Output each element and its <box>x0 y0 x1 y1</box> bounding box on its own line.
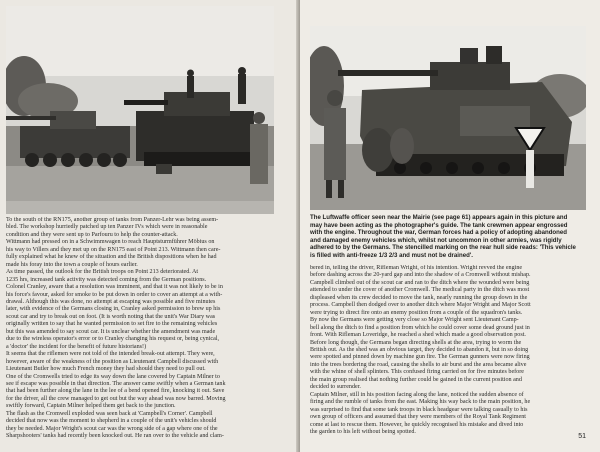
photo-caption: The Luftwaffe officer seen near the Mairie (see page 61) appears again in this picture and may have been acting as the photographer's guide. The tank crewmen appear engrossed with the engine. Throughout the war, German forces had a policy of adopting abandoned and damaged enemy vehicles which, whilst not uncommon in other armies, was rigidly adhered to by the Germans. The stencilled marking on the rear hull side reads: 'This vehicle is filled with anti-freeze 1/3 2/3 and must not be drained'. <box>310 214 576 259</box>
right-photo-tank <box>310 26 586 210</box>
right-body-text: bered in, telling the driver, Rifleman Wright, of his intention. Wright revved the engine before dashing across the 20-yard gap and into the shadow of a Cromwell without mishap. Campbell climbed out of the scout car and ran to the ditch where the wounded were being attended to under the cover of another Cromwell. The medical party in the ditch was most displeased when its crew decided to move the tank, nearly running the group down in the process. Campbell then dodged over to another ditch where Major Wright and Major Scott were trying to direct fire onto an enemy position from a couple of the squadron's tanks. By now the Germans were getting very close so Major Wright sent Lieutenant Camp- bell along the ditch to find a position from which he could cover some dead ground just in front. With Rifleman Loveridge, he reached a shed which made a good observation post. Before long though, the Germans began directing shells at the area, trying to worm the British out. As the shed was an obvious target, they decided to abandon it, but in so doing were spotted and pinned down by machine gun fire. The German gunners were now firing into the trees bordering the road, causing the shells to air burst and the area became alive with the whine of shell splinters. This confused firing carried on for five minutes before the main group realised that nothing further could be gained in the current position and decided to surrender. Captain Milner, still in his position facing along the lane, noticed the sudden absence of firing and the rumble of tanks from the east. Making his way back to the main position, he was surprised to find that some tank troops in black headgear were talking casually to his own group of officers and assumed that they were members of the Royal Tank Regiment come at last to rescue them. However, he quickly recognised his mistake and dived into the garden to his left without being spotted. <box>310 265 531 435</box>
left-photo-tanks <box>6 6 274 214</box>
left-body-text: To the south of the RN175, another group of tanks from Panzer-Lehr was being assem- bled. The workshop hurriedly patched up ten Panzer IVs which were in reasonable condition and they were sent up to Parfouru to help the counter-attack. Wittmann had pressed on in a Schwimmwagen to reach Hauptsturmführer Möbius on his way to Villers and they met up on the RN175 east of Point 213. Wittmann then care- fully explained what he knew of the situation and the British dispositions when he had made his foray into the town a couple of hours earlier. As time passed, the outlook for the British troops on Point 213 deteriorated. At 1235 hrs, increased tank activity was detected coming from the German positions. Colonel Cranley, aware that a resolution was imminent, and that it was not likely to be in his force's favour, asked for smoke to be put down in order to cover an attempt at a with- drawal. Although this was done, no attempt at escaping was possible and five minutes later, with evidence of the Germans closing in, Cranley asked permission to brew up his scout car and try to break out on foot. (It is worth noting that the unit's War Diary was originally written to say that he wanted permission to set fire to the remaining vehicles but this was amended to say scout car. It is unclear whether the amendment was made due to the wireless operator's error or to Cranley changing his request or, being cynical, a 'doctor' the incident for the benefit of future historians!) It seems that the riflemen were not told of the intended break-out attempt. They were, however, aware of the weakness of the position as Lieutenant Campbell discussed with Lieutenant Butler how much French money they had should they need to pull out. One of the Cromwells tried to edge its way down the lane covered by Captain Milner to see if escape was possible in that direction. The answer came swiftly when a German tank that had been further along the lane in the lee of a bend opened fire, knocking it out. Save for the driver, all the crew managed to get out but the way ahead was now barred. Moving swiftly forward, Captain Milner helped them get back to the junction. The flash as the Cromwell exploded was seen back at 'Campbell's Corner'. Campbell decided that now was the moment to shepherd in a couple of the unit's vehicles should they be needed. Major Wright's scout car was the wrong side of a gap where one of the Sharpshooters' tanks had recently been knocked out. He ran over to the vehicle and clam- <box>6 217 226 440</box>
right-page <box>300 0 600 452</box>
page-number: 51 <box>578 433 586 440</box>
